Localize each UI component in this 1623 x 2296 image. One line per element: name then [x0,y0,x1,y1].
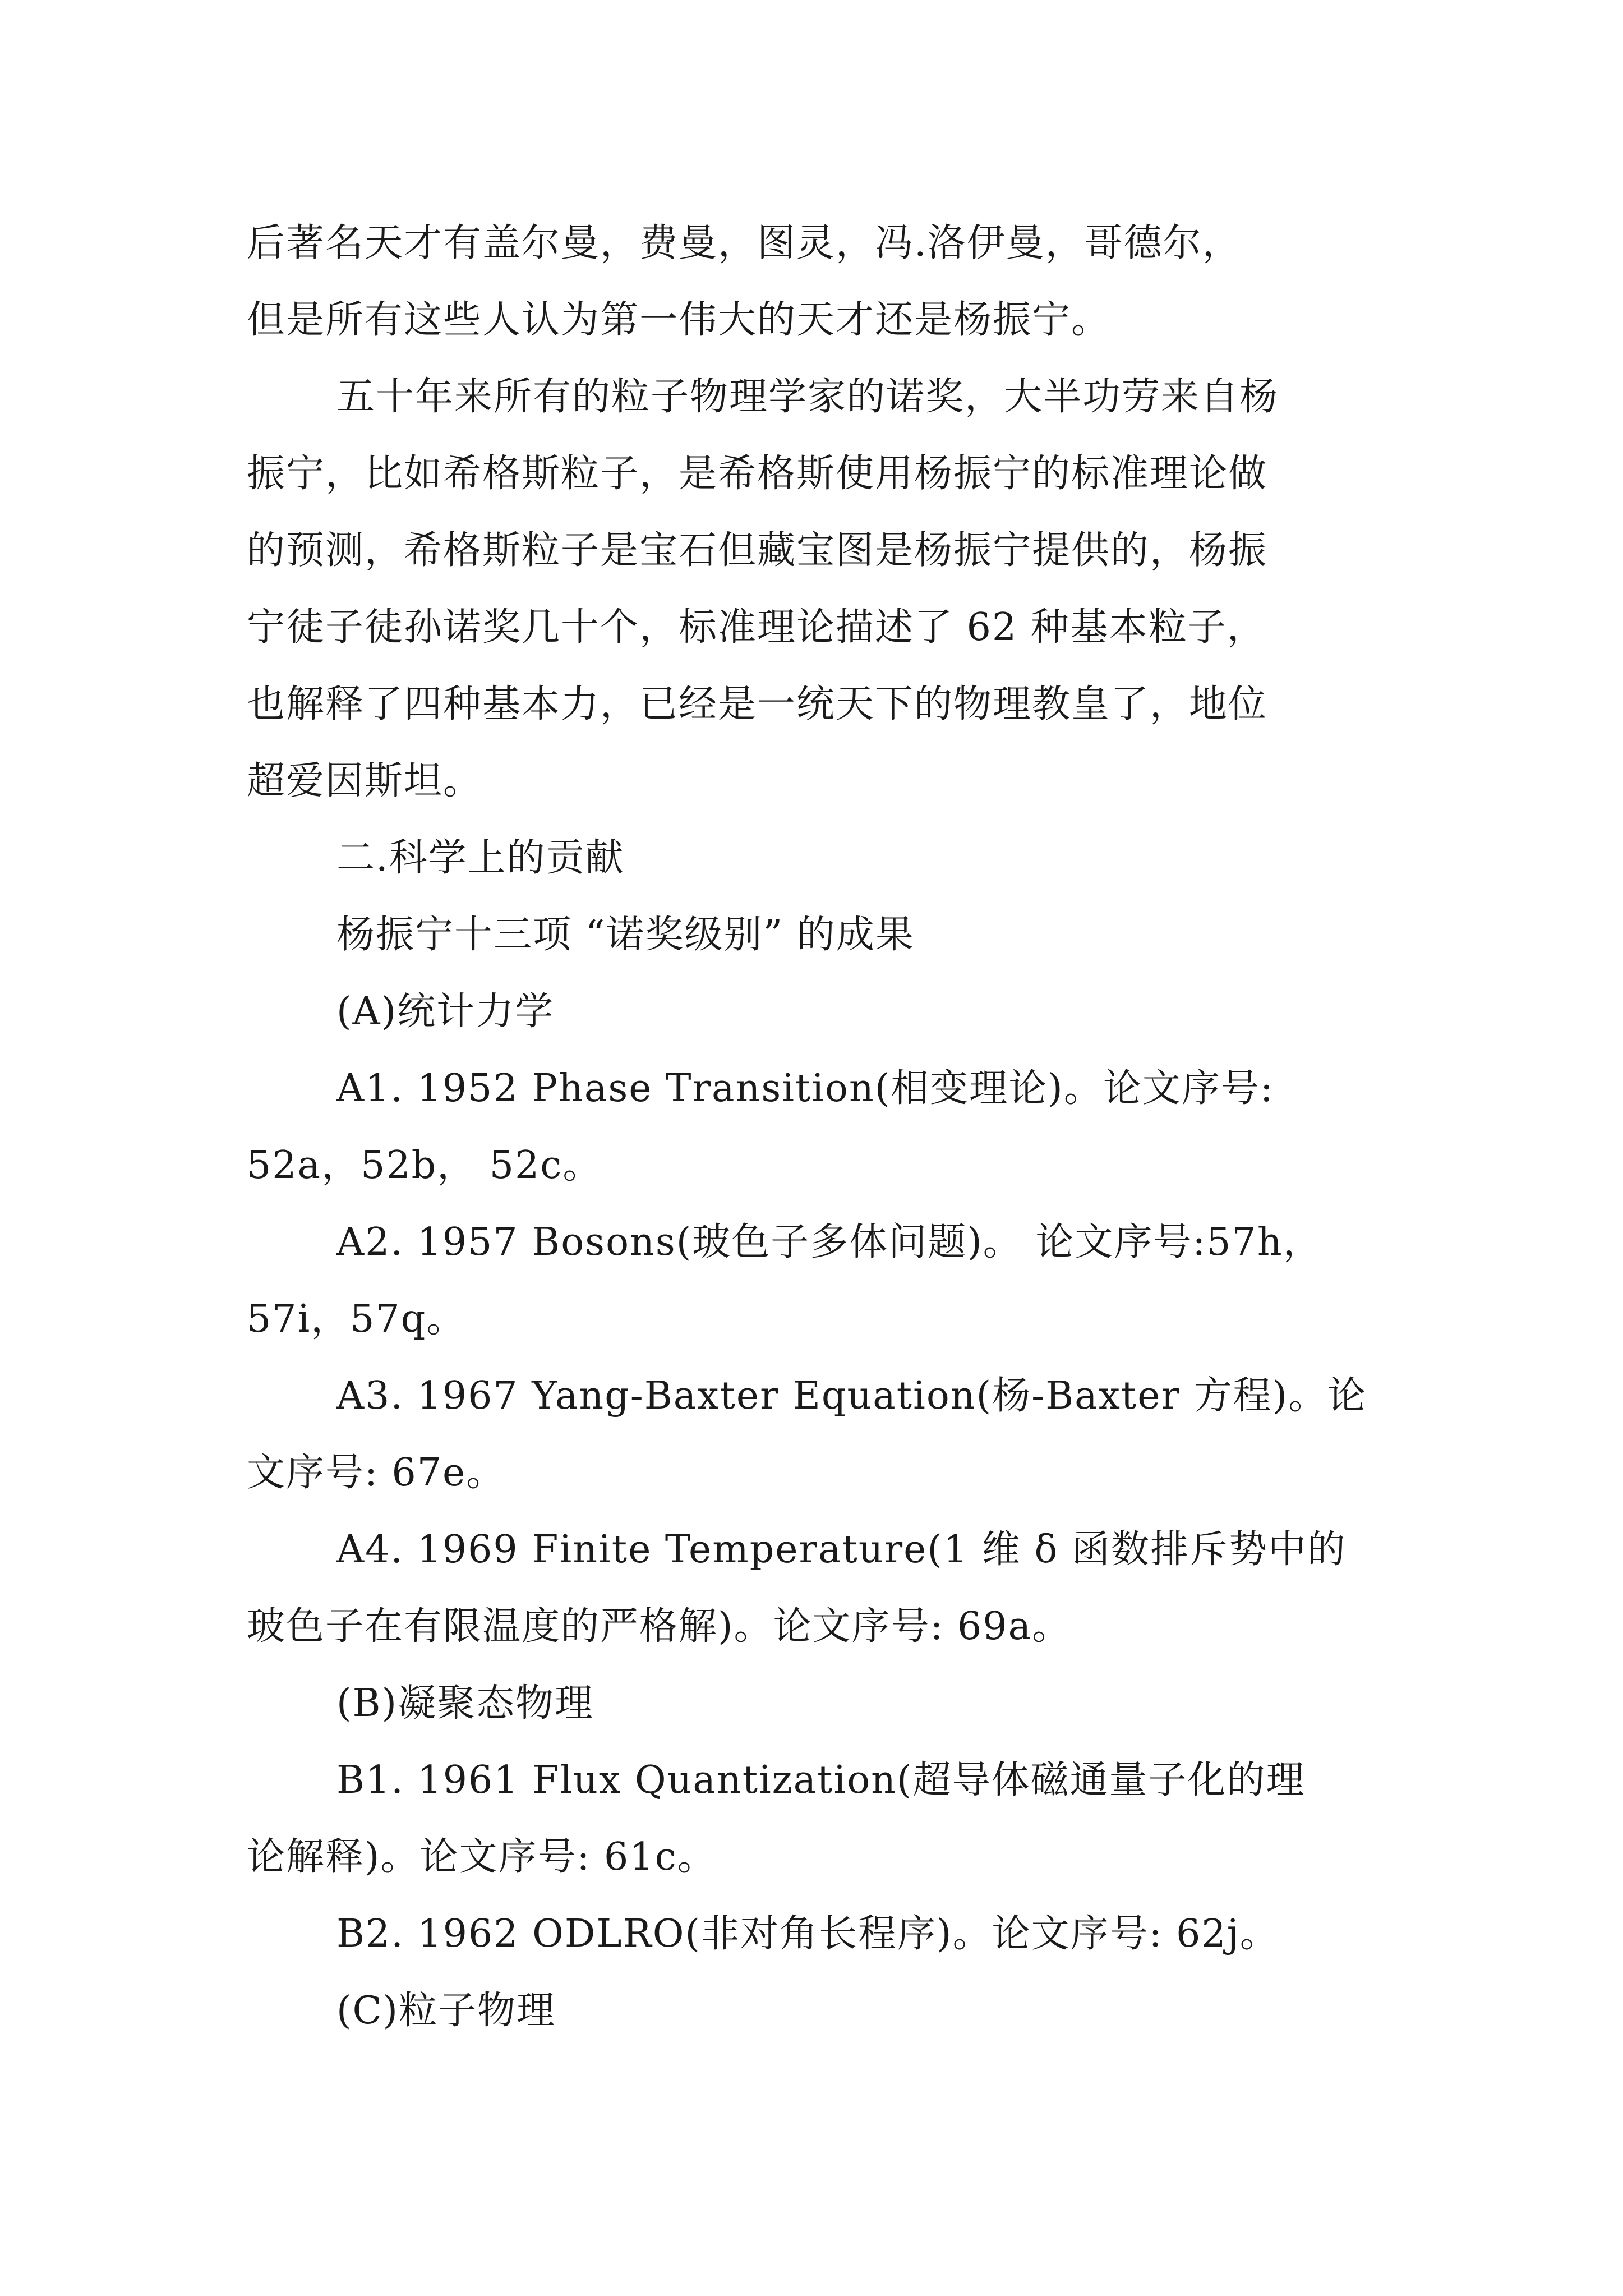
text-line: A3. 1967 Yang-Baxter Equation(杨-Baxter 方程)。论 [336,1374,1367,1418]
text-line: (B)凝聚态物理 [336,1681,594,1726]
text-line: (A)统计力学 [336,990,555,1034]
text-line: 也解释了四种基本力，已经是一统天下的物理教皇了，地位 [247,682,1268,726]
text-line: (C)粒子物理 [336,1989,556,2033]
text-line: B2. 1962 ODLRO(非对角长程序)。论文序号: 62j。 [336,1912,1279,1956]
text-line: 后著名天才有盖尔曼，费曼，图灵，冯.洛伊曼，哥德尔， [247,221,1242,265]
text-line: A1. 1952 Phase Transition(相变理论)。论文序号: [336,1066,1274,1111]
text-line: 五十年来所有的粒子物理学家的诺奖，大半功劳来自杨 [336,375,1279,419]
text-line: A2. 1957 Bosons(玻色子多体问题)。 论文序号:57h， [336,1220,1322,1264]
text-line: 杨振宁十三项 “诺奖级别” 的成果 [336,913,915,957]
text-line: 宁徒子徒孙诺奖几十个，标准理论描述了 62 种基本粒子， [247,605,1266,650]
text-line: 但是所有这些人认为第一伟大的天才还是杨振宁。 [247,298,1111,342]
text-line: 振宁，比如希格斯粒子，是希格斯使用杨振宁的标准理论做 [247,452,1268,496]
text-line: 玻色子在有限温度的严格解)。论文序号: 69a。 [247,1604,1072,1649]
text-line: 的预测，希格斯粒子是宝石但藏宝图是杨振宁提供的，杨振 [247,528,1268,573]
text-line: 二.科学上的贡献 [336,836,625,880]
text-line: 52a，52b， 52c。 [247,1143,602,1188]
text-line: 超爱因斯坦。 [247,759,483,803]
document-body [247,205,1385,2049]
text-line: B1. 1961 Flux Quantization(超导体磁通量子化的理 [336,1758,1306,1802]
text-line: 文序号: 67e。 [247,1451,506,1495]
text-line: 57i，57q。 [247,1297,466,1341]
text-line: 论解释)。论文序号: 61c。 [247,1835,717,1879]
text-line: A4. 1969 Finite Temperature(1 维 δ 函数排斥势中的 [336,1527,1347,1572]
